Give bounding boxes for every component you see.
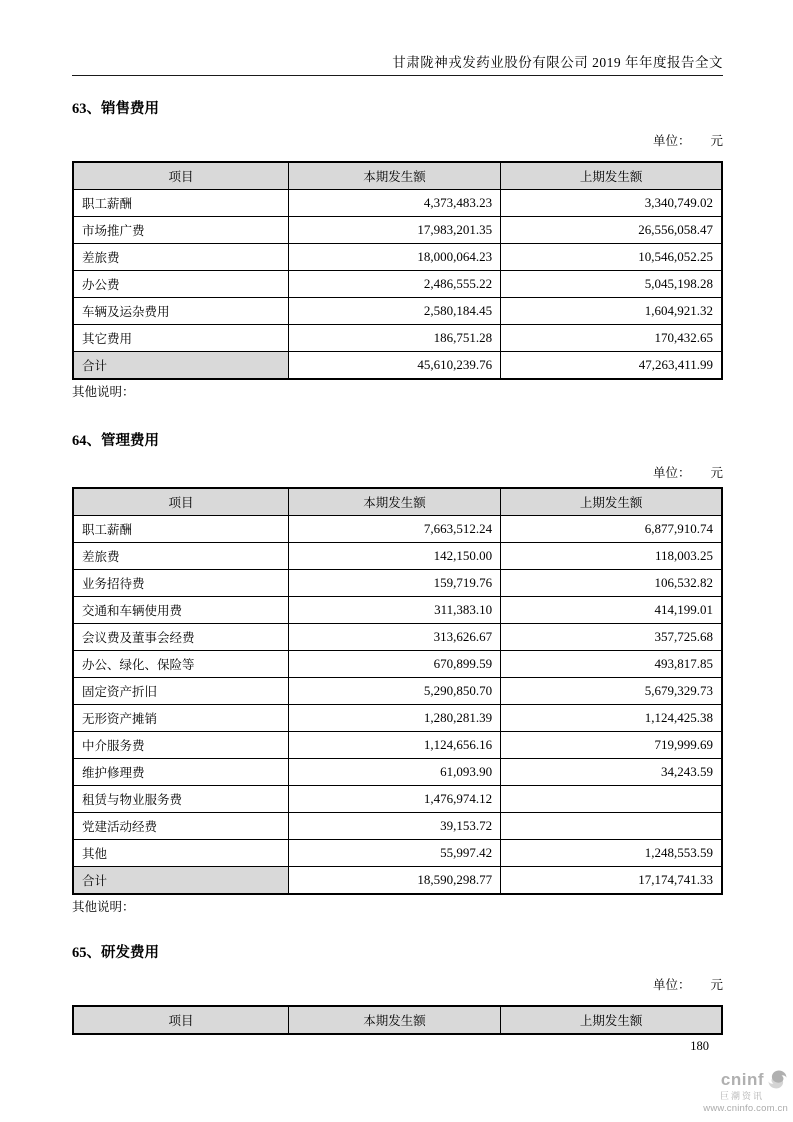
row-item-cell: 其他: [73, 840, 288, 867]
table-row: [73, 244, 722, 271]
cninfo-swirl-icon: [767, 1069, 788, 1090]
row-value-cell: 719,999.69: [501, 732, 722, 759]
row-item-cell: 合计: [73, 352, 288, 380]
row-item-cell: 差旅费: [73, 543, 288, 570]
table-row: [73, 786, 722, 813]
row-value-cell: 170,432.65: [501, 325, 722, 352]
table-total-row: [73, 867, 722, 895]
column-header-current: 本期发生额: [288, 1006, 500, 1034]
row-item-cell: 中介服务费: [73, 732, 288, 759]
table-row: [73, 840, 722, 867]
row-item-cell: 差旅费: [73, 244, 288, 271]
cninfo-logo: [692, 1069, 788, 1114]
row-item-cell: 办公费: [73, 271, 288, 298]
row-item-cell: 固定资产折旧: [73, 678, 288, 705]
column-header-current: 本期发生额: [288, 162, 500, 190]
row-value-cell: 10,546,052.25: [501, 244, 722, 271]
row-item-cell: 市场推广费: [73, 217, 288, 244]
row-value-cell: 1,124,656.16: [288, 732, 500, 759]
column-header-current: 本期发生额: [288, 488, 500, 516]
row-value-cell: 3,340,749.02: [501, 190, 722, 217]
table-row: [73, 325, 722, 352]
section-heading-64: 64、管理费用: [72, 433, 159, 449]
row-item-cell: 职工薪酬: [73, 516, 288, 543]
table-row: [73, 271, 722, 298]
table-row: [73, 570, 722, 597]
row-item-cell: 党建活动经费: [73, 813, 288, 840]
unit-value: 元: [710, 134, 723, 148]
table-row: [73, 732, 722, 759]
row-value-cell: 186,751.28: [288, 325, 500, 352]
row-value-cell: 1,280,281.39: [288, 705, 500, 732]
table-row: [73, 705, 722, 732]
row-value-cell: 5,045,198.28: [501, 271, 722, 298]
table-header-row: [73, 1006, 722, 1034]
row-value-cell: 18,000,064.23: [288, 244, 500, 271]
row-value-cell: 2,486,555.22: [288, 271, 500, 298]
row-value-cell: 47,263,411.99: [501, 352, 722, 380]
unit-value: 元: [710, 466, 723, 480]
page-number: 180: [690, 1039, 709, 1053]
unit-label: 单位：: [652, 466, 691, 480]
rd-expense-table: [72, 1005, 723, 1035]
row-value-cell: 45,610,239.76: [288, 352, 500, 380]
row-value-cell: 142,150.00: [288, 543, 500, 570]
row-item-cell: 业务招待费: [73, 570, 288, 597]
row-item-cell: 会议费及董事会经费: [73, 624, 288, 651]
row-value-cell: 17,174,741.33: [501, 867, 722, 895]
row-value-cell: 34,243.59: [501, 759, 722, 786]
row-value-cell: 26,556,058.47: [501, 217, 722, 244]
row-value-cell: 6,877,910.74: [501, 516, 722, 543]
column-header-item: 项目: [73, 1006, 288, 1034]
table-row: [73, 597, 722, 624]
cninfo-brand-text: cninf: [720, 1070, 764, 1089]
column-header-prior: 上期发生额: [501, 488, 722, 516]
row-value-cell: 1,124,425.38: [501, 705, 722, 732]
row-value-cell: 61,093.90: [288, 759, 500, 786]
report-header-title: 甘肃陇神戎发药业股份有限公司 2019 年年度报告全文: [392, 55, 723, 70]
row-value-cell: 39,153.72: [288, 813, 500, 840]
column-header-item: 项目: [73, 162, 288, 190]
header-divider: [72, 75, 723, 76]
table-header-row: [73, 488, 722, 516]
section-heading-63: 63、销售费用: [72, 101, 159, 117]
unit-value: 元: [710, 978, 723, 992]
row-value-cell: 2,580,184.45: [288, 298, 500, 325]
row-value-cell: 493,817.85: [501, 651, 722, 678]
row-value-cell: 313,626.67: [288, 624, 500, 651]
unit-line: [72, 466, 723, 480]
row-value-cell: 5,679,329.73: [501, 678, 722, 705]
unit-line: [72, 134, 723, 148]
row-value-cell: 7,663,512.24: [288, 516, 500, 543]
row-value-cell: 18,590,298.77: [288, 867, 500, 895]
table-row: [73, 298, 722, 325]
row-item-cell: 职工薪酬: [73, 190, 288, 217]
table-row: [73, 516, 722, 543]
row-item-cell: 维护修理费: [73, 759, 288, 786]
row-value-cell: 5,290,850.70: [288, 678, 500, 705]
row-value-cell: 414,199.01: [501, 597, 722, 624]
row-item-cell: 合计: [73, 867, 288, 895]
sales-expense-table: [72, 161, 723, 380]
row-item-cell: 办公、绿化、保险等: [73, 651, 288, 678]
section-heading-65: 65、研发费用: [72, 945, 159, 961]
table-row: [73, 217, 722, 244]
table-row: [73, 759, 722, 786]
table-row: [73, 543, 722, 570]
column-header-prior: 上期发生额: [501, 1006, 722, 1034]
unit-label: 单位：: [652, 978, 691, 992]
table-row: [73, 813, 722, 840]
row-value-cell: 1,476,974.12: [288, 786, 500, 813]
table-header-row: [73, 162, 722, 190]
table-total-row: [73, 352, 722, 380]
row-value-cell: 106,532.82: [501, 570, 722, 597]
row-value-cell: [501, 813, 722, 840]
row-value-cell: [501, 786, 722, 813]
row-value-cell: 670,899.59: [288, 651, 500, 678]
row-value-cell: 4,373,483.23: [288, 190, 500, 217]
other-notes-label: 其他说明：: [72, 900, 135, 914]
table-row: [73, 651, 722, 678]
column-header-item: 项目: [73, 488, 288, 516]
row-value-cell: 55,997.42: [288, 840, 500, 867]
unit-label: 单位：: [652, 134, 691, 148]
other-notes-label: 其他说明：: [72, 385, 135, 399]
row-value-cell: 357,725.68: [501, 624, 722, 651]
table-row: [73, 190, 722, 217]
row-value-cell: 1,248,553.59: [501, 840, 722, 867]
row-value-cell: 118,003.25: [501, 543, 722, 570]
row-value-cell: 311,383.10: [288, 597, 500, 624]
unit-line: [72, 978, 723, 992]
row-item-cell: 无形资产摊销: [73, 705, 288, 732]
row-item-cell: 交通和车辆使用费: [73, 597, 288, 624]
cninfo-subtitle: 巨潮资讯: [719, 1091, 764, 1101]
admin-expense-table: [72, 487, 723, 895]
row-value-cell: 1,604,921.32: [501, 298, 722, 325]
table-row: [73, 624, 722, 651]
column-header-prior: 上期发生额: [501, 162, 722, 190]
row-item-cell: 租赁与物业服务费: [73, 786, 288, 813]
row-item-cell: 其它费用: [73, 325, 288, 352]
table-row: [73, 678, 722, 705]
cninfo-url: www.cninfo.com.cn: [703, 1103, 788, 1114]
row-value-cell: 17,983,201.35: [288, 217, 500, 244]
row-value-cell: 159,719.76: [288, 570, 500, 597]
row-item-cell: 车辆及运杂费用: [73, 298, 288, 325]
